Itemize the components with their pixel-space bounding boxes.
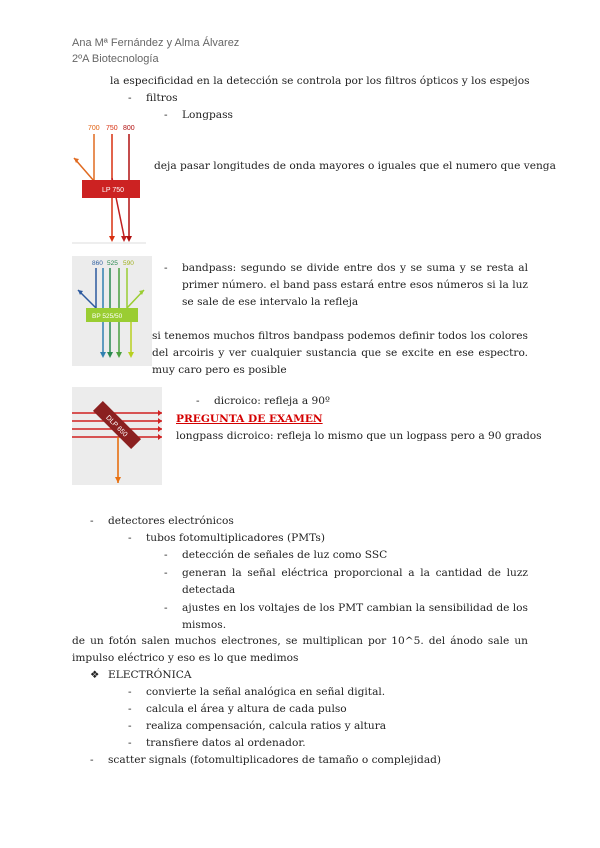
pmt-item: ajustes en los voltajes de los PMT cambian la sensibilidad de los mismos. xyxy=(182,602,528,631)
bp-filter-label: BP 525/50 xyxy=(92,313,123,320)
bullet-dash: - xyxy=(164,262,168,274)
lp-wavelength-750: 750 xyxy=(106,125,118,132)
bullet-dash: - xyxy=(196,395,200,407)
electronica-item: realiza compensación, calcula ratios y altura xyxy=(146,720,387,732)
bullet-dash: - xyxy=(90,515,94,527)
header-author: Ana Mª Fernández y Alma Álvarez xyxy=(72,37,240,49)
exam-text: longpass dicroico: refleja lo mismo que un logpass pero a 90 grados xyxy=(176,430,542,442)
diamond-bullet-icon: ❖ xyxy=(90,669,100,681)
filtros-title: filtros xyxy=(146,92,178,104)
scatter-text: scatter signals (fotomultiplicadores de tamaño o complejidad) xyxy=(108,754,442,766)
longpass-label: Longpass xyxy=(182,109,233,121)
detectores-title: detectores electrónicos xyxy=(108,515,234,527)
bp-wavelength-590: 590 xyxy=(123,260,134,267)
dicroico-desc: dicroico: refleja a 90º xyxy=(214,395,330,407)
bullet-dash: - xyxy=(128,703,132,715)
bandpass-figure xyxy=(72,256,152,366)
longpass-figure xyxy=(72,118,146,244)
header-course: 2ºA Biotecnología xyxy=(72,53,159,65)
bandpass-note: si tenemos muchos filtros bandpass podemos definir todos los colores del arcoiris y ver cualquier sustancia que se excite en ese espectro. muy caro pero es posible xyxy=(152,330,528,376)
bullet-dash: - xyxy=(90,754,94,766)
lp-wavelength-800: 800 xyxy=(123,125,135,132)
bullet-dash: - xyxy=(128,92,132,104)
lp-filter-label: LP 750 xyxy=(102,187,125,194)
bp-wavelength-525: 525 xyxy=(107,260,118,267)
bp-wavelength-860: 860 xyxy=(92,260,103,267)
bullet-dash: - xyxy=(164,602,168,614)
bullet-dash: - xyxy=(164,549,168,561)
bullet-dash: - xyxy=(128,686,132,698)
electronica-title: ELECTRÓNICA xyxy=(108,669,192,681)
pmt-item: generan la señal eléctrica proporcional a la cantidad de luzz detectada xyxy=(182,567,528,596)
bullet-dash: - xyxy=(128,720,132,732)
photon-note: de un fotón salen muchos electrones, se multiplican por 10^5. del ánodo sale un impulso eléctrico y eso es lo que medimos xyxy=(72,635,528,664)
bullet-dash: - xyxy=(164,109,168,121)
electronica-item: calcula el área y altura de cada pulso xyxy=(146,703,347,715)
intro-text: la especificidad en la detección se controla por los filtros ópticos y los espejos xyxy=(110,75,530,87)
pmt-title: tubos fotomultiplicadores (PMTs) xyxy=(146,532,325,544)
bullet-dash: - xyxy=(128,737,132,749)
electronica-item: transfiere datos al ordenador. xyxy=(146,737,306,749)
longpass-desc: deja pasar longitudes de onda mayores o iguales que el numero que venga xyxy=(154,160,556,172)
bullet-dash: - xyxy=(164,567,168,579)
bandpass-desc: bandpass: segundo se divide entre dos y se suma y se resta al primer número. el band pass estará entre esos números si la luz se sale de ese intervalo la refleja xyxy=(182,262,528,308)
pmt-item: detección de señales de luz como SSC xyxy=(182,549,388,561)
bullet-dash: - xyxy=(128,532,132,544)
exam-label: PREGUNTA DE EXAMEN xyxy=(176,413,323,425)
dichroic-filter-label: DLP 650 xyxy=(104,414,129,439)
lp-wavelength-700: 700 xyxy=(88,125,100,132)
dichroic-figure xyxy=(72,387,162,485)
electronica-item: convierte la señal analógica en señal digital. xyxy=(146,686,386,698)
